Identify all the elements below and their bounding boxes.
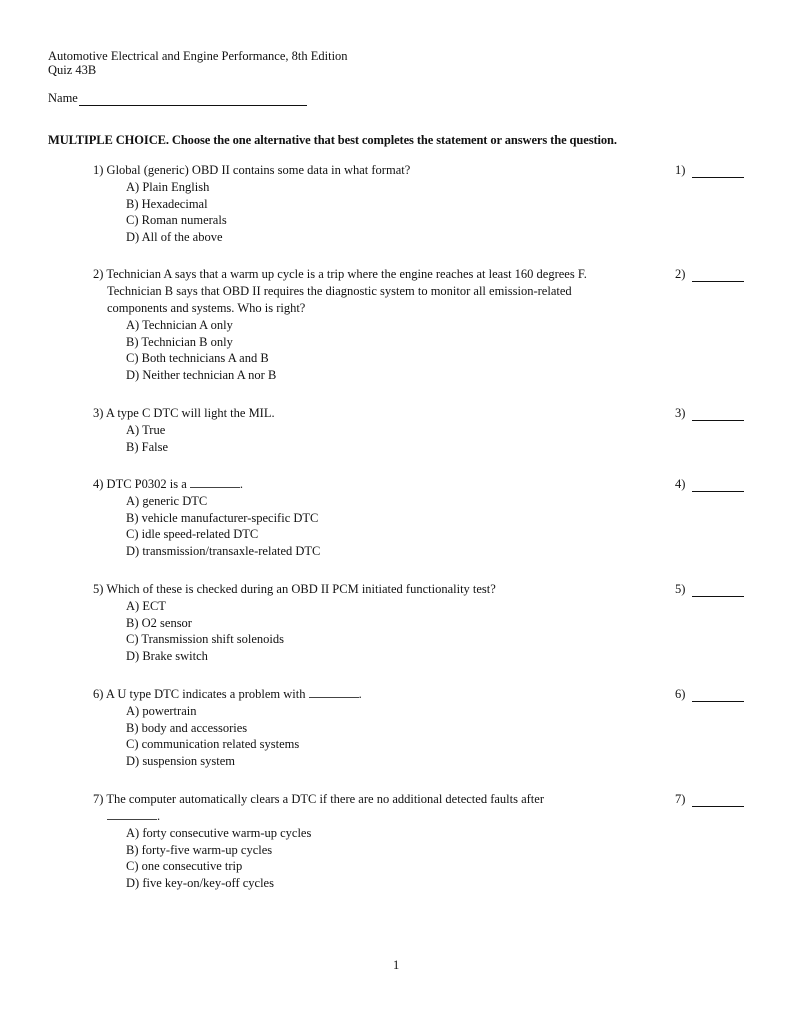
choice-list — [93, 703, 653, 769]
question-5 — [93, 581, 653, 664]
choice-b[interactable]: B) Hexadecimal — [126, 196, 208, 211]
question-2 — [93, 266, 653, 383]
choice-a[interactable]: A) ECT — [126, 599, 166, 613]
answer-slot-2: 2) — [675, 267, 744, 282]
choice-list — [93, 825, 653, 891]
choice-a[interactable]: A) generic DTC — [126, 494, 208, 508]
instructions: MULTIPLE CHOICE. Choose the one alternative that best completes the statement or answers the question. — [48, 133, 617, 147]
answer-slot-6: 6) — [675, 687, 744, 702]
choice-d[interactable]: D) five key-on/key-off cycles — [126, 875, 274, 890]
answer-slot-1: 1) — [675, 163, 744, 178]
question-1 — [93, 162, 653, 245]
choice-b[interactable]: B) Technician B only — [126, 334, 233, 349]
question-stem: 3) A type C DTC will light the MIL. — [93, 406, 275, 420]
question-stem: 4) DTC P0302 is a . — [93, 477, 244, 491]
choice-d[interactable]: D) All of the above — [126, 229, 223, 244]
answer-slot-7: 7) — [675, 792, 744, 807]
choice-a[interactable]: A) forty consecutive warm-up cycles — [126, 826, 312, 840]
choice-a[interactable]: A) Plain English — [126, 180, 210, 194]
answer-blank[interactable] — [692, 586, 744, 597]
choice-b[interactable]: B) body and accessories — [126, 720, 248, 735]
fill-in-blank — [190, 477, 240, 488]
choice-c[interactable]: C) one consecutive trip — [126, 859, 243, 874]
question-3 — [93, 405, 653, 455]
choice-list — [93, 317, 653, 383]
choice-c[interactable]: C) Transmission shift solenoids — [126, 632, 285, 647]
choice-d[interactable]: D) Neither technician A nor B — [126, 367, 277, 382]
answer-blank[interactable] — [692, 691, 744, 702]
quiz-title: Quiz 43B — [48, 63, 97, 77]
choice-d[interactable]: D) transmission/transaxle-related DTC — [126, 543, 321, 558]
answer-blank[interactable] — [692, 271, 744, 282]
choice-list — [93, 422, 653, 455]
question-6 — [93, 686, 653, 769]
choice-a[interactable]: A) powertrain — [126, 704, 197, 718]
choice-a[interactable]: A) Technician A only — [126, 318, 233, 332]
question-stem: 7) The computer automatically clears a DTC if there are no additional detected faults after . — [93, 792, 544, 823]
choice-d[interactable]: D) suspension system — [126, 753, 236, 768]
choice-c[interactable]: C) Both technicians A and B — [126, 351, 269, 366]
document-header — [48, 49, 348, 77]
choice-b[interactable]: B) vehicle manufacturer-specific DTC — [126, 510, 319, 525]
course-title: Automotive Electrical and Engine Performance, 8th Edition — [48, 49, 348, 63]
choice-a[interactable]: A) True — [126, 423, 166, 437]
answer-slot-5: 5) — [675, 582, 744, 597]
answer-blank[interactable] — [692, 167, 744, 178]
answer-slot-4: 4) — [675, 477, 744, 492]
answer-blank[interactable] — [692, 481, 744, 492]
answer-blank[interactable] — [692, 410, 744, 421]
choice-c[interactable]: C) communication related systems — [126, 737, 300, 752]
choice-b[interactable]: B) False — [126, 439, 169, 454]
question-stem: 2) Technician A says that a warm up cycle is a trip where the engine reaches at least 160 degrees F. Technician B says that OBD II requires the diagnostic system to monitor all emission-related components and systems. Who is right? — [93, 267, 587, 315]
choice-list — [93, 598, 653, 664]
fill-in-blank — [309, 687, 359, 698]
choice-c[interactable]: C) idle speed-related DTC — [126, 527, 259, 542]
choice-b[interactable]: B) forty-five warm-up cycles — [126, 842, 273, 857]
name-field-row — [48, 91, 307, 106]
choice-d[interactable]: D) Brake switch — [126, 648, 208, 663]
question-4 — [93, 476, 653, 559]
question-stem: 1) Global (generic) OBD II contains some data in what format? — [93, 163, 411, 177]
name-label: Name — [48, 91, 78, 105]
choice-c[interactable]: C) Roman numerals — [126, 213, 227, 228]
question-7 — [93, 791, 653, 891]
name-blank-line[interactable] — [79, 93, 307, 106]
choice-b[interactable]: B) O2 sensor — [126, 615, 192, 630]
choice-list — [93, 493, 653, 559]
choice-list — [93, 179, 653, 245]
answer-blank[interactable] — [692, 796, 744, 807]
page-number: 1 — [393, 958, 400, 972]
question-stem: 6) A U type DTC indicates a problem with . — [93, 687, 362, 701]
question-stem: 5) Which of these is checked during an OBD II PCM initiated functionality test? — [93, 582, 496, 596]
answer-slot-3: 3) — [675, 406, 744, 421]
fill-in-blank — [107, 809, 157, 820]
